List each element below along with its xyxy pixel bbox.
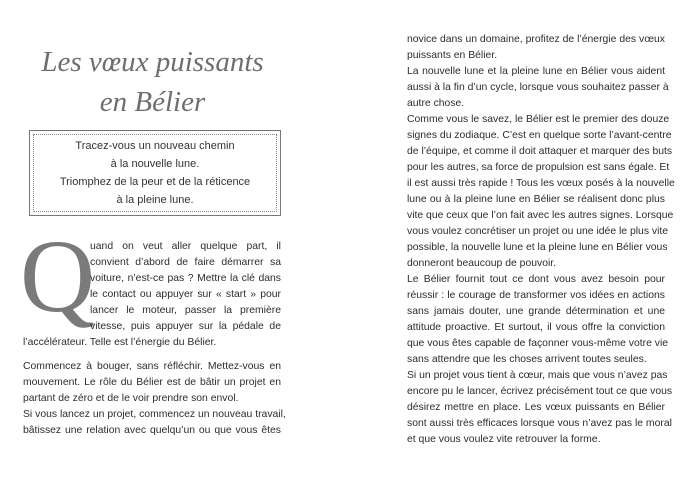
body-line: vitesse, puis appuyer sur la pédale de	[90, 321, 281, 332]
body-line: sont aussi très efficaces lorsque vous n’avez pas le moral	[407, 418, 672, 429]
body-line: attitude proactive. Et surtout, il vous offre la conviction	[407, 322, 665, 333]
body-line: Si un projet vous tient à cœur, mais que vous n’avez pas	[407, 370, 668, 381]
body-line: Si vous lancez un projet, commencez un nouveau travail,	[23, 409, 286, 420]
body-line: possible, la nouvelle lune et la pleine lune en Bélier vous	[407, 242, 668, 253]
body-line: vite que ceux que l’on fait avec les autres signes. Lorsque	[407, 210, 674, 221]
body-line: sans attendre que les choses arrivent toutes seules.	[407, 354, 647, 365]
body-line: lune ou à la pleine lune en Bélier se réalisent donc plus	[407, 194, 665, 205]
body-line: que vous êtes capable de façonner vous-même votre vie	[407, 338, 669, 349]
body-line: Commencez à bouger, sans réfléchir. Mettez-vous en	[23, 361, 281, 372]
summary-line: à la nouvelle lune.	[110, 158, 200, 170]
body-line: pour les autres, sa force de propulsion est sans égale. Et	[407, 162, 670, 173]
body-line: voiture, n’est-ce pas ? Mettre la clé dans	[90, 273, 281, 284]
body-line: donneront beaucoup de pouvoir.	[407, 258, 557, 269]
body-line: convient d’abord de faire démarrer sa	[90, 257, 281, 268]
summary-line: Tracez-vous un nouveau chemin	[75, 140, 235, 152]
chapter-title-line: en Bélier	[99, 86, 206, 118]
body-line: Le Bélier fournit tout ce dont vous avez besoin pour	[407, 274, 665, 285]
body-line: vous voulez concrétiser un projet ou une idée le plus vite	[407, 226, 669, 237]
chapter-title-line: Les vœux puissants	[41, 46, 264, 78]
body-line: il est aussi très rapide ! Tous les vœux posés à la nouvelle	[407, 178, 675, 189]
body-line: lancer le moteur, passer la première	[90, 305, 281, 316]
body-line: Comme vous le savez, le Bélier est le premier des douze	[407, 114, 670, 125]
summary-box	[29, 130, 281, 216]
summary-line: Triomphez de la peur et de la réticence	[59, 176, 251, 188]
body-line: désirez mettre en place. Les vœux puissants en Bélier	[407, 402, 665, 413]
body-line: autre chose.	[407, 98, 465, 109]
right-page	[341, 0, 681, 479]
body-line: novice dans un domaine, profitez de l’énergie des vœux	[407, 34, 665, 45]
body-line: mouvement. Le rôle du Bélier est de bâtir un projet en	[23, 377, 281, 388]
body-line: de l’équipe, et comme il doit attaquer et marquer des buts	[407, 146, 673, 157]
body-line: La nouvelle lune et la pleine lune en Bélier vous aident	[407, 66, 665, 77]
body-line: bâtissez une relation avec quelqu’un ou que vous êtes	[23, 425, 281, 436]
body-line: puissants en Bélier.	[407, 50, 498, 61]
body-line: sans jamais douter, une grande détermination et une	[407, 306, 665, 317]
body-line: le contact ou appuyer sur « start » pour	[90, 289, 281, 300]
drop-cap: Q	[20, 219, 96, 334]
body-line: et que vous voulez vite retrouver la forme.	[407, 434, 601, 445]
body-line: l’accélérateur. Telle est l’énergie du Bélier.	[23, 337, 217, 348]
body-line: signes du zodiaque. C’est en quelque sorte l’avant-centre	[407, 130, 672, 141]
left-page	[0, 0, 340, 479]
chapter-title	[0, 42, 305, 122]
summary-line: à la pleine lune.	[116, 194, 194, 206]
body-line: aussi à la fin d’un cycle, lorsque vous souhaitez passer à	[407, 82, 669, 93]
body-line: uand on veut aller quelque part, il	[90, 241, 281, 252]
body-line: réussir : le courage de transformer vos idées en actions	[407, 290, 665, 301]
body-line: encore pu le lancer, écrivez précisément tout ce que vous	[407, 386, 673, 397]
summary-box-inner	[33, 134, 277, 212]
body-line: partant de zéro et de le voir prendre son envol.	[23, 393, 239, 404]
